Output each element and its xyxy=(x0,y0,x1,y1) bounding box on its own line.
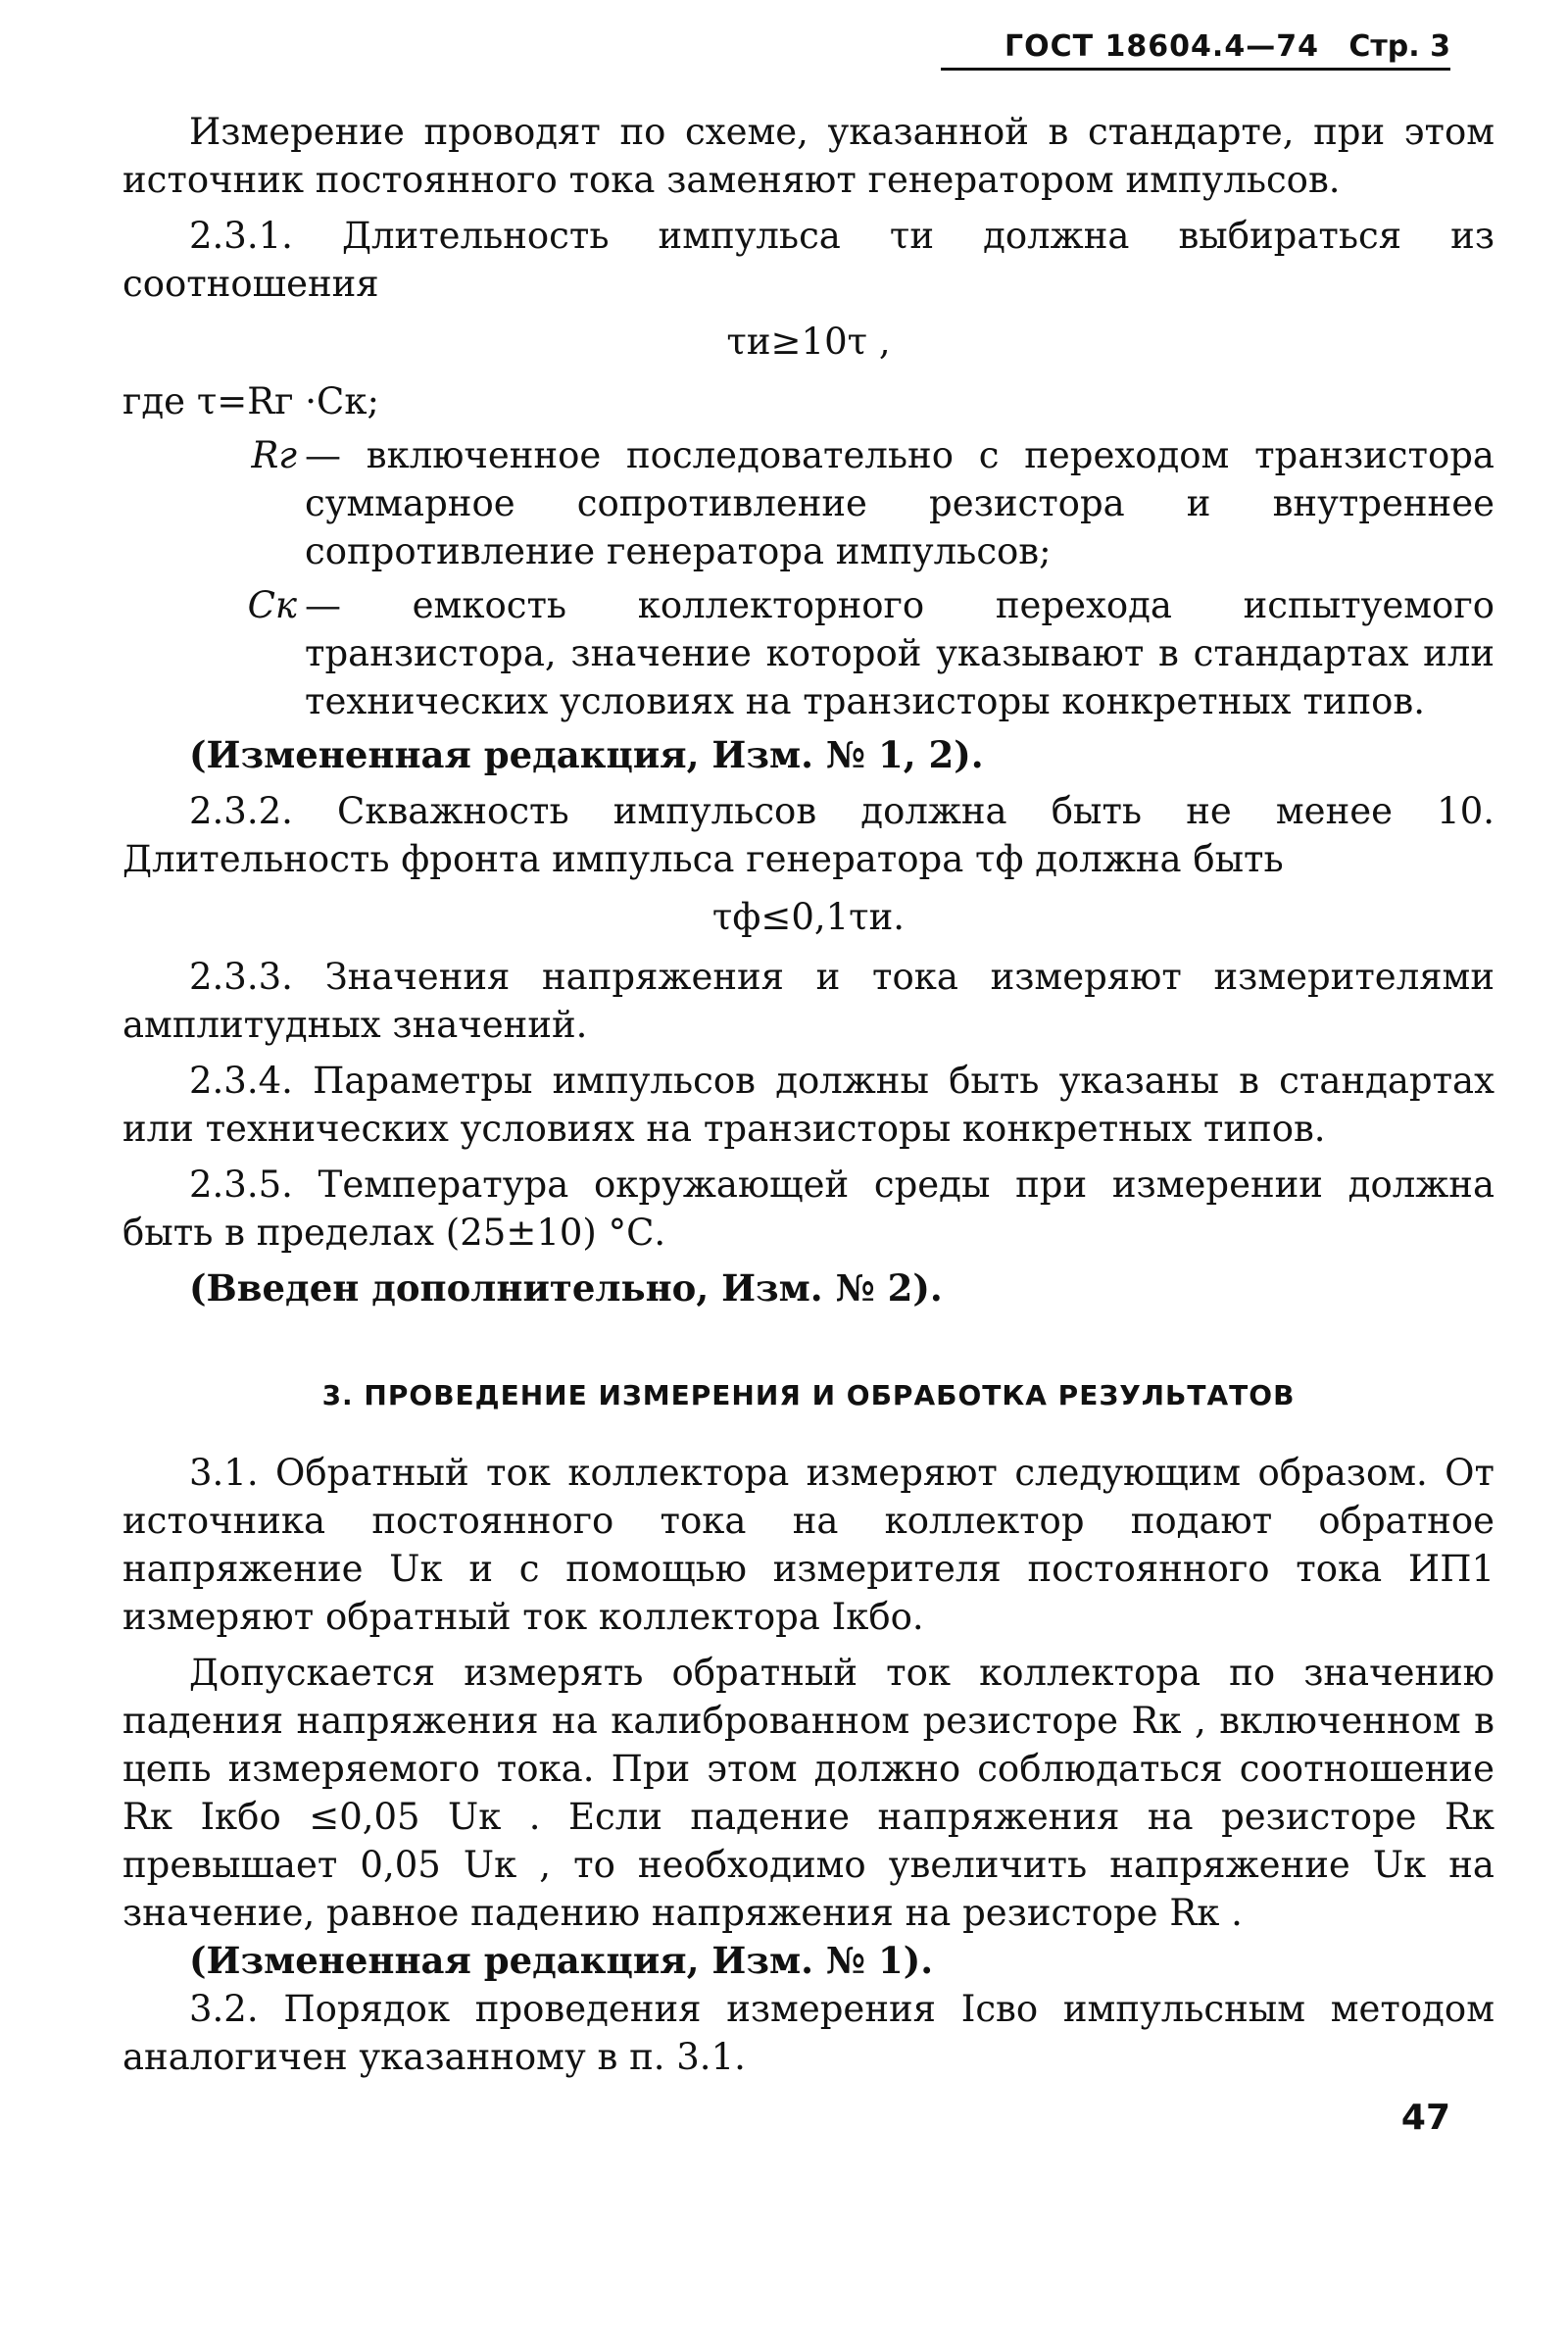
standard-number: ГОСТ 18604.4—74 xyxy=(1004,29,1319,64)
page-number: 47 xyxy=(1400,2098,1450,2138)
document-body xyxy=(122,108,1494,2081)
section-heading-3: 3. ПРОВЕДЕНИЕ ИЗМЕРЕНИЯ И ОБРАБОТКА РЕЗУЛЬТАТОВ xyxy=(321,1379,1296,1411)
paragraph-2-3-5: 2.3.5. Температура окружающей среды при измерении должна быть в пределах (25±10) °С. xyxy=(122,1163,1494,1254)
paragraph-3-1: 3.1. Обратный ток коллектора измеряют следующим образом. От источника постоянного тока на коллектор подают обратное напряжение Uк и с помощью измерителя постоянного тока ИП1 измеряют обратный ток коллектора Iкбо. xyxy=(122,1452,1494,1638)
definition-rg-symbol: Rг xyxy=(251,434,297,476)
paragraph-2-3-4: 2.3.4. Параметры импульсов должны быть указаны в стандартах или технических условиях на транзисторы конкретных типов. xyxy=(122,1060,1494,1150)
page-header xyxy=(941,29,1450,71)
paragraph-allowance: Допускается измерять обратный ток коллектора по значению падения напряжения на калиброванном резисторе Rк , включенном в цепь измеряемого тока. При этом должно соблюдаться соотношение Rк Iкбо ≤0,05 Uк . Если падение напряжения на резисторе Rк превышает 0,05 Uк , то необходимо увеличить напряжение Uк на значение, равное падению напряжения на резисторе Rк . xyxy=(122,1652,1494,1934)
definition-ck xyxy=(122,581,1494,725)
definition-rg xyxy=(122,431,1494,575)
definition-ck-symbol: Cк xyxy=(247,584,297,626)
amendment-note-2: (Введен дополнительно, Изм. № 2). xyxy=(189,1266,943,1310)
paragraph-2-3-1: 2.3.1. Длительность импульса τи должна выбираться из соотношения xyxy=(122,215,1494,305)
formula-pulse-duration: τи≥10τ , xyxy=(726,321,891,363)
formula-front-duration: τф≤0,1τи. xyxy=(711,896,906,938)
paragraph-2-3-3: 2.3.3. Значения напряжения и тока измеряют измерителями амплитудных значений. xyxy=(122,956,1494,1046)
amendment-note-1: (Измененная редакция, Изм. № 1, 2). xyxy=(189,733,984,776)
definition-rg-text: — включенное последовательно с переходом транзистора суммарное сопротивление резистора и внутреннее сопротивление генератора импульсов; xyxy=(305,434,1494,572)
paragraph-intro: Измерение проводят по схеме, указанной в стандарте, при этом источник постоянного тока заменяют генератором импульсов. xyxy=(122,111,1494,201)
paragraph-2-3-2: 2.3.2. Скважность импульсов должна быть не менее 10. Длительность фронта импульса генератора τф должна быть xyxy=(122,790,1494,880)
where-line: где τ=Rг ·Cк; xyxy=(122,380,379,422)
definition-ck-text: — емкость коллекторного перехода испытуемого транзистора, значение которой указывают в стандартах или технических условиях на транзисторы конкретных типов. xyxy=(305,584,1494,722)
amendment-note-3: (Измененная редакция, Изм. № 1). xyxy=(189,1939,934,1982)
paragraph-3-2: 3.2. Порядок проведения измерения Iсво импульсным методом аналогичен указанному в п. 3.1. xyxy=(122,1988,1494,2078)
header-page-label: Стр. 3 xyxy=(1348,29,1450,64)
